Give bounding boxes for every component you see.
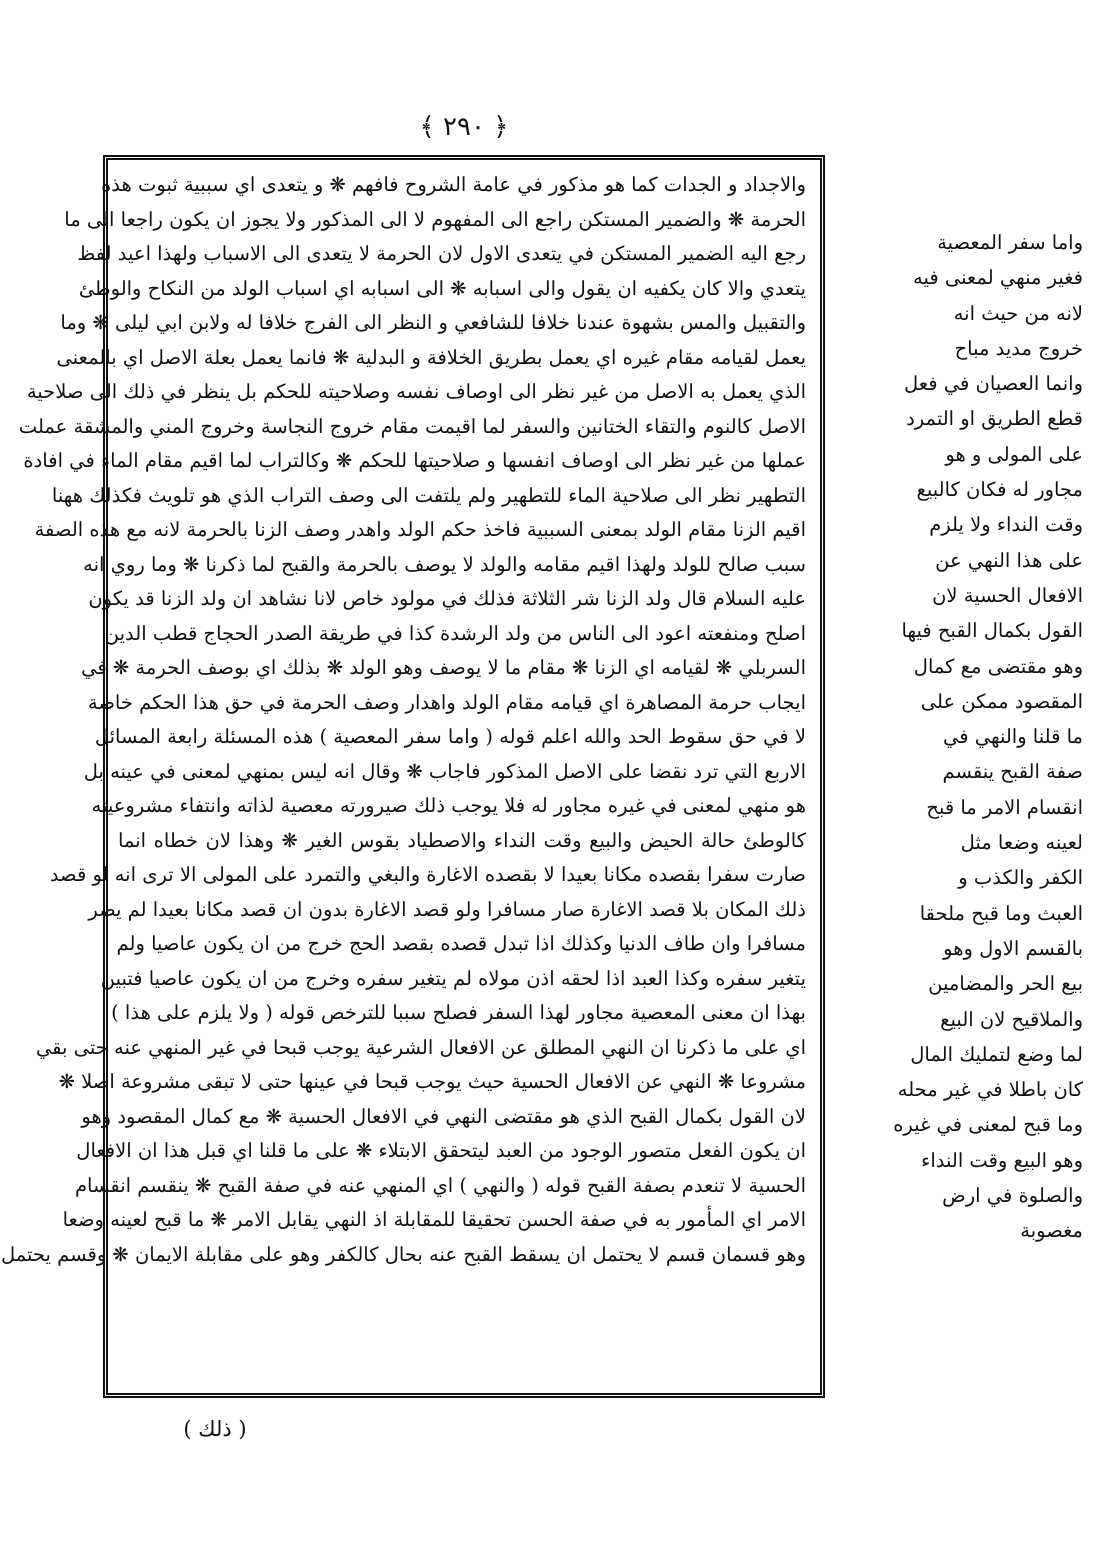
main-text-line: اصلح ومنفعته اعود الى الناس من ولد الرشدة كذا في طريقة الصدر الحجاج قطب الدين <box>104 621 806 645</box>
main-text-line: سبب صالح للولد ولهذا اقيم مقامه والولد لا يوصف بالحرمة والقبح لما ذكرنا ❋ وما روي انه <box>83 552 806 576</box>
margin-text-line: وقت النداء ولا يلزم <box>929 513 1083 537</box>
main-text-line: هو منهي لمعنى في غيره مجاور له فلا يوجب ذلك صيرورته معصية لذاته وانتفاء مشروعيته <box>91 794 806 817</box>
main-text-line: الحرمة ❋ والضمير المستكن راجع الى المفهوم لا الى المذكور ولا يجوز ان يكون راجعا الى ما <box>64 207 806 231</box>
main-text-line: الذي يعمل به الاصل من غير نظر الى اوصاف نفسه وصلاحيته للحكم بل ينظر في ذلك الى صلاحية <box>26 380 806 403</box>
margin-text-line: على المولى و هو <box>945 442 1083 466</box>
page-number: ﴾ ٢٩٠ ﴿ <box>419 112 509 142</box>
margin-text-line: قطع الطريق او التمرد <box>906 407 1083 431</box>
main-text-line: التطهير نظر الى صلاحية الماء للتطهير ولم يلتفت الى وصف التراب الذي هو تلويث فكذلك ههنا <box>51 483 806 507</box>
margin-text-line: وما قبح لمعنى في غيره <box>893 1113 1083 1137</box>
main-text-line: بهذا ان معنى المعصية مجاور لهذا السفر فصلح سببا للترخص قوله ( ولا يلزم على هذا ) <box>111 1001 806 1024</box>
main-text-line: ذلك المكان بلا قصد الاغارة صار مسافرا ولو قصد الاغارة بدون ان قصد مكانا بعيدا لم يصر <box>88 897 806 921</box>
margin-text-line: وانما العصيان في فعل <box>904 372 1083 396</box>
margin-text-line: والصلوة في ارض <box>942 1184 1083 1208</box>
main-text-line: اقيم الزنا مقام الولد بمعنى السببية فاخذ حكم الولد واهدر وصف الزنا بالحرمة لانه مع هذه الصفة <box>34 518 806 541</box>
margin-text-line: القول بكمال القبح فيها <box>901 619 1083 643</box>
main-text-line: السربلي ❋ لقيامه اي الزنا ❋ مقام ما لا يوصف وهو الولد ❋ بذلك اي بوصف الحرمة ❋ في <box>81 656 806 679</box>
margin-text-line: ما قلنا والنهي في <box>942 725 1083 749</box>
main-text-line: ايجاب حرمة المصاهرة اي قيامه مقام الولد واهدار وصف الحرمة في حق هذا الحكم خاصة <box>87 690 806 714</box>
main-text-line: رجع اليه الضمير المستكن في يتعدى الاول لان الحرمة لا يتعدى الى الاسباب ولهذا اعيد لفظ <box>77 242 806 265</box>
margin-text-line: وهو البيع وقت النداء <box>921 1148 1083 1172</box>
main-text-line: الامر اي المأمور به في صفة الحسن تحقيقا للمقابلة اذ النهي يقابل الامر ❋ ما قبح لعينه وضعا <box>62 1208 806 1231</box>
main-text-line: وهو قسمان قسم لا يحتمل ان يسقط القبح عنه بحال كالكفر وهو على مقابلة الايمان ❋ وقسم يحتمل <box>0 1242 806 1266</box>
margin-text-line: الكفر والكذب و <box>958 866 1083 890</box>
margin-text-line: بالقسم الاول وهو <box>943 936 1083 960</box>
main-text-line: ان يكون الفعل متصور الوجود من العبد ليتحقق الابتلاء ❋ على ما قلنا اي قبل هذا ان الافعال <box>76 1139 806 1162</box>
main-text-line: يعمل لقيامه مقام غيره اي يعمل بطريق الخلافة و البدلية ❋ فانما يعمل بعلة الاصل اي بالمعنى <box>56 345 806 369</box>
main-text-line: الاربع التي ترد نقضا على الاصل المذكور فاجاب ❋ وقال انه ليس بمنهي لمعنى في عينه بل <box>83 759 806 783</box>
main-text-line: لا في حق سقوط الحد والله اعلم قوله ( واما سفر المعصية ) هذه المسئلة رابعة المسائل <box>94 725 806 748</box>
margin-text <box>825 225 1095 1249</box>
main-text-line: والاجداد و الجدات كما هو مذكور في عامة الشروح فافهم ❋ و يتعدى اي سببية ثبوت هذه <box>101 173 806 196</box>
margin-text-line: مجاور له فكان كالبيع <box>916 478 1083 502</box>
margin-text-line: العبث وما قبح ملحقا <box>919 901 1083 925</box>
margin-text-line: مغصوبة <box>1020 1219 1083 1243</box>
main-text-line: مسافرا وان طاف الدنيا وكذلك اذا تبدل قصده بقصد الحج خرج من ان يكون عاصيا ولم <box>116 932 806 955</box>
margin-text-line: انقسام الامر ما قبح <box>926 795 1083 819</box>
margin-text-line: صفة القبح ينقسم <box>942 760 1083 784</box>
margin-text-line: والملاقيح لان البيع <box>940 1007 1083 1031</box>
margin-text-line: لانه من حيث انه <box>953 301 1083 325</box>
main-text-frame <box>0 155 825 1398</box>
main-text-line: لان القول بكمال القبح الذي هو مقتضى النهي في الافعال الحسية ❋ مع كمال المقصود وهو <box>81 1104 806 1128</box>
main-text-line: الاصل كالنوم والتقاء الختانين والسفر لما اقيمت مقام خروج النجاسة وخروج المني والمشقة عملت <box>18 414 806 438</box>
margin-text-line: وهو مقتضى مع كمال <box>913 654 1083 678</box>
main-text-line: عملها من غير نظر الى اوصاف انفسها و صلاحيتها للحكم ❋ وكالتراب لما اقيم مقام الماء في افادة <box>23 449 806 472</box>
catchword: ( ذلك ) <box>183 1417 247 1441</box>
margin-text-line: الافعال الحسية لان <box>932 583 1083 607</box>
margin-text-line: خروج مديد مباح <box>954 336 1083 360</box>
main-commentary-text <box>0 168 806 1272</box>
main-text-line: الحسية لا تنعدم بصفة القبح قوله ( والنهي ) اي المنهي عنه في صفة القبح ❋ ينقسم انقسام <box>74 1173 806 1197</box>
margin-text-line: لما وضع لتمليك المال <box>910 1042 1083 1066</box>
margin-text-line: كان باطلا في غير محله <box>897 1078 1083 1102</box>
margin-text-line: واما سفر المعصية <box>937 231 1083 254</box>
main-text-line: يتغير سفره وكذا العبد اذا لحقه اذن مولاه لم يتغير سفره وخرج من ان يكون عاصيا فتبين <box>100 966 806 990</box>
margin-text-line: فغير منهي لمعنى فيه <box>913 266 1083 290</box>
main-text-line: يتعدي والا كان يكفيه ان يقول والى اسبابه ❋ الى اسبابه اي اسباب الولد من النكاح والوطئ <box>78 276 806 300</box>
main-text-line: صارت سفرا بقصده مكانا بعيدا لا بقصده الاغارة والبغي والتمرد على المولى الا ترى انه لو قصد <box>49 863 806 886</box>
main-text-line: مشروعا ❋ النهي عن الافعال الحسية حيث يوجب قبحا في عينها حتى لا تبقى مشروعة اصلا ❋ <box>58 1070 806 1093</box>
margin-text-line: على هذا النهي عن <box>935 548 1083 572</box>
main-text-line: كالوطئ حالة الحيض والبيع وقت النداء والاصطياد بقوس الغير ❋ وهذا لان خطاه انما <box>118 828 806 852</box>
margin-text-line: المقصود ممكن على <box>920 689 1083 713</box>
main-text-line: اي على ما ذكرنا ان النهي المطلق عن الافعال الشرعية يوجب قبحا في غير المنهي عنه حتى بقي <box>35 1035 806 1059</box>
main-text-line: عليه السلام قال ولد الزنا شر الثلاثة فذلك في مولود خاص لانا نشاهد ان ولد الزنا قد يكون <box>88 587 806 610</box>
margin-text-line: لعينه وضعا مثل <box>960 831 1083 855</box>
main-text-line: والتقبيل والمس بشهوة عندنا خلافا للشافعي و النظر الى الفرج خلافا له ولابن ابي ليلى ❋ وما <box>60 311 806 334</box>
margin-text-line: بيع الحر والمضامين <box>928 972 1083 996</box>
